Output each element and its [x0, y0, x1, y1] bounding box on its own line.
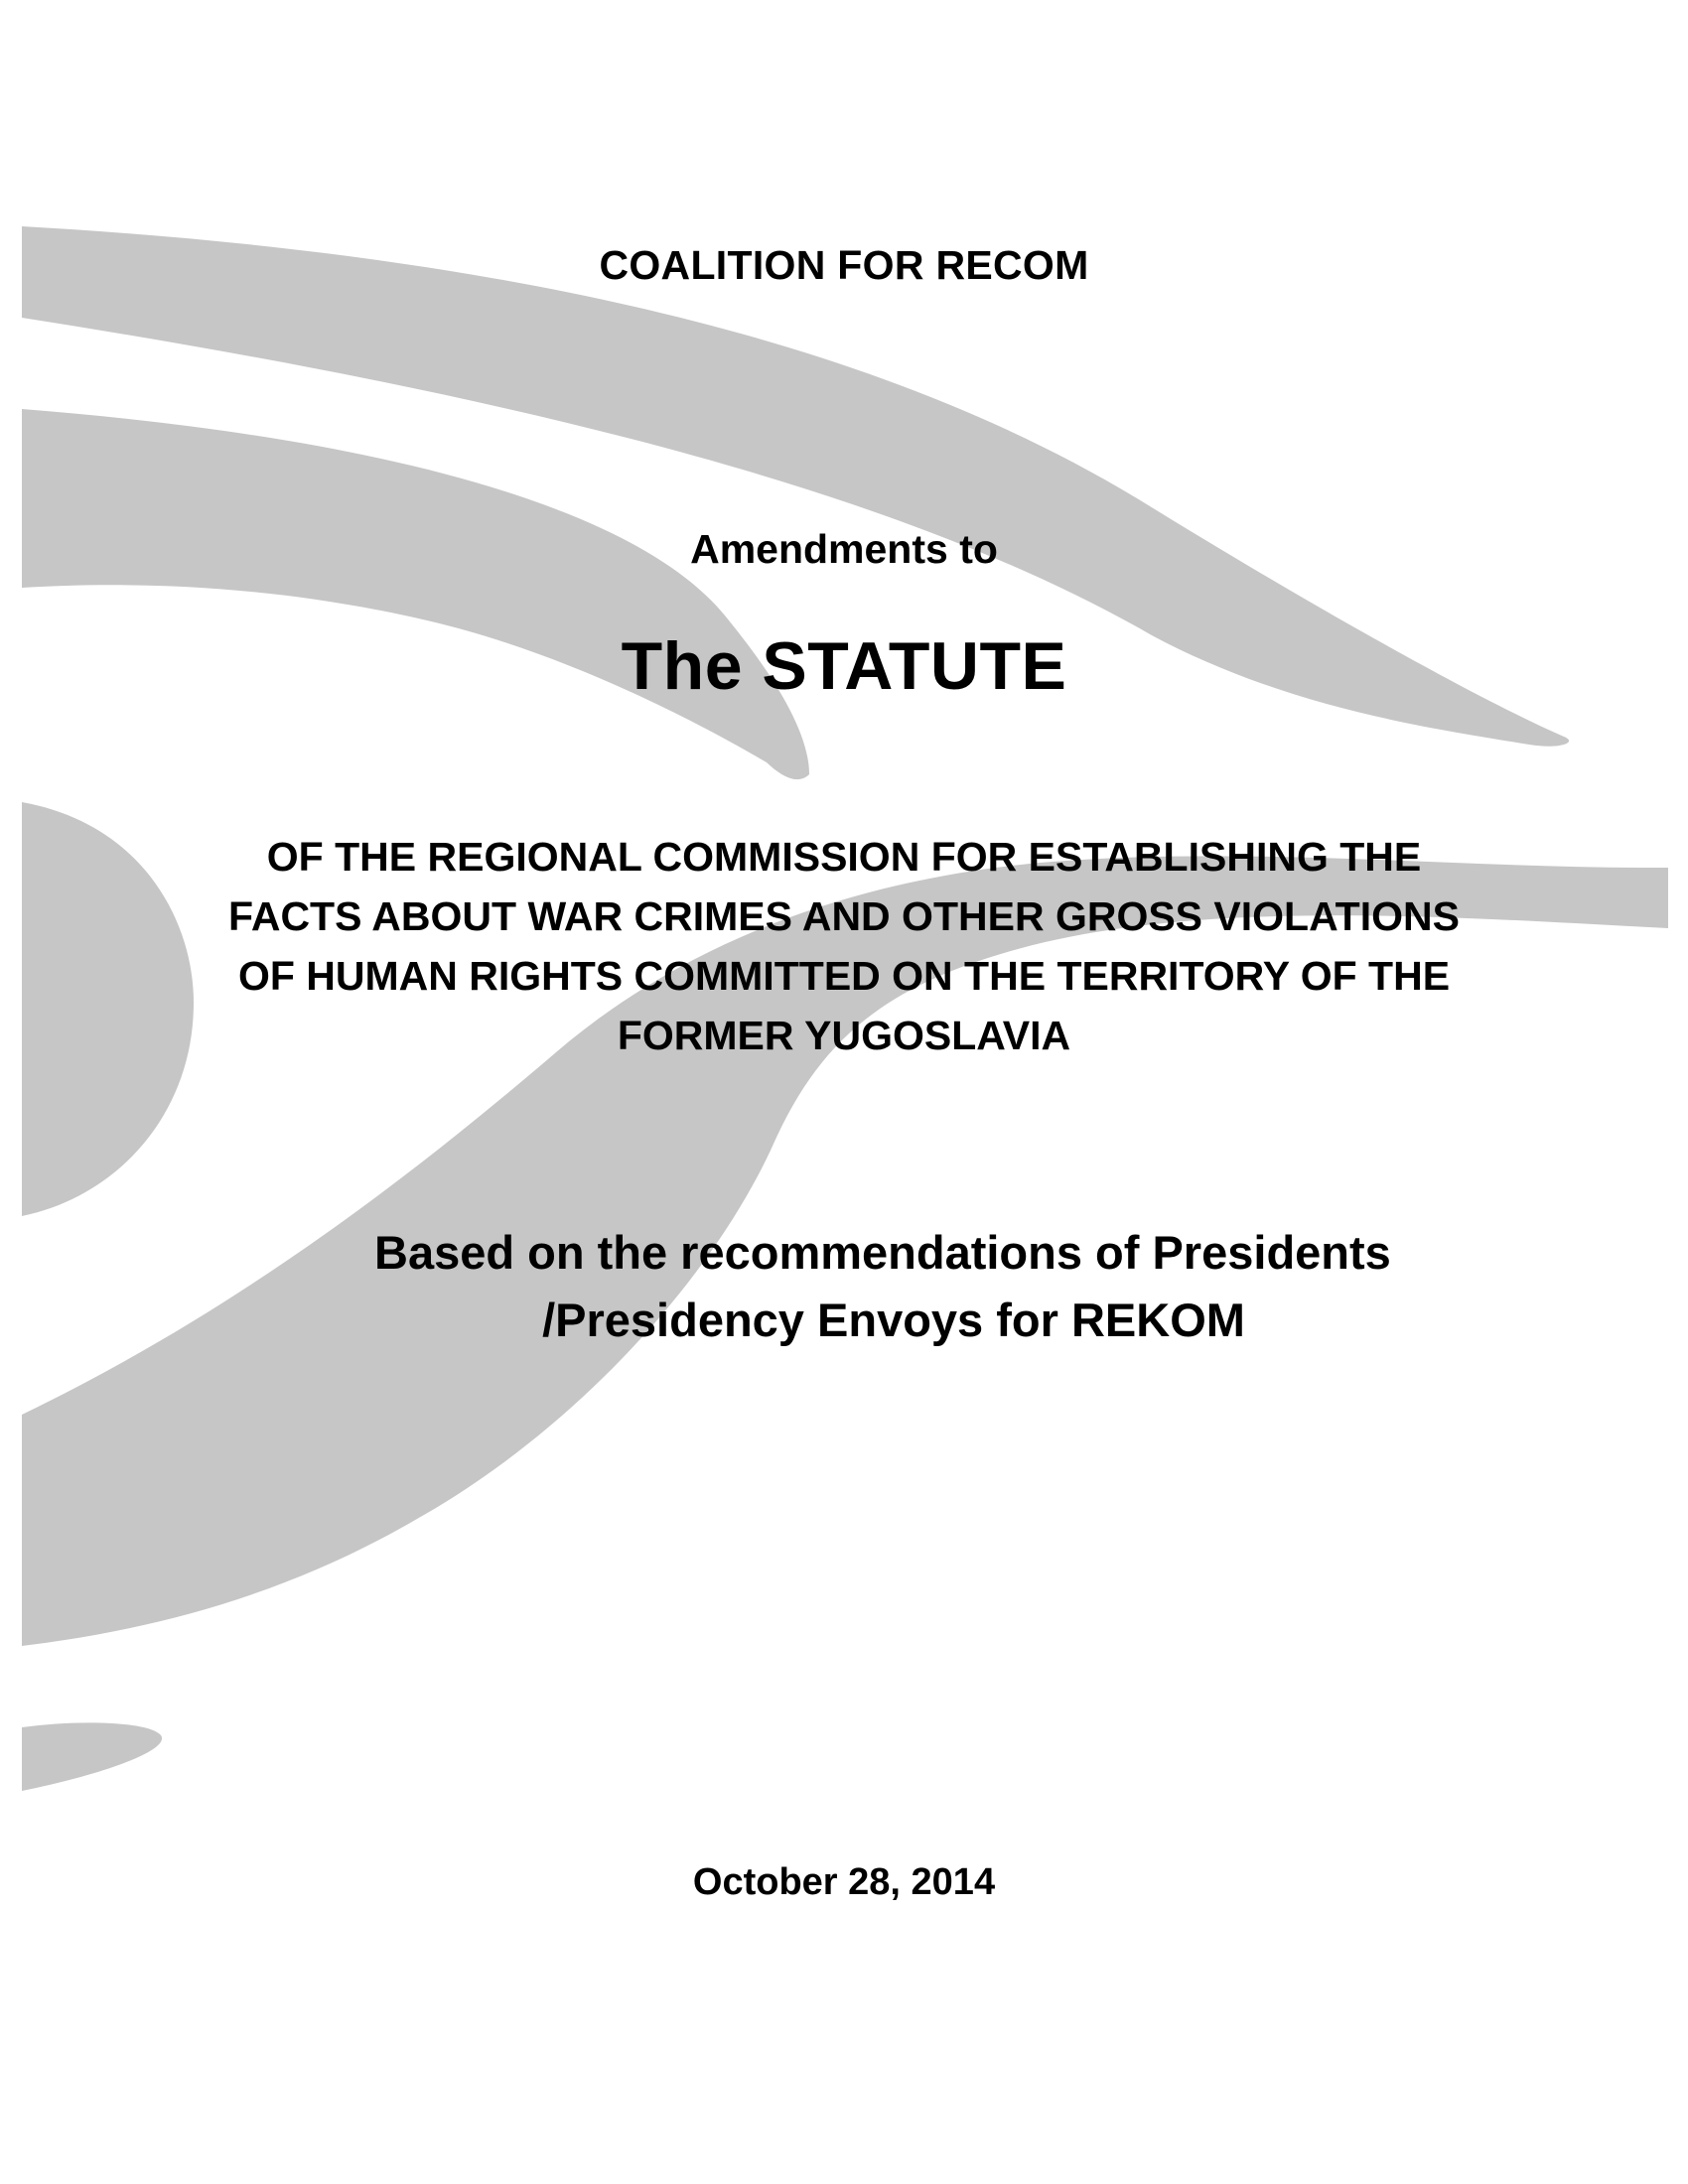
- left-half-disc: [22, 802, 194, 1216]
- document-title: The STATUTE: [621, 628, 1067, 704]
- basis-line-1: Based on the recommendations of Presidents: [374, 1226, 1391, 1279]
- amendments-label: Amendments to: [690, 526, 998, 572]
- document-date: October 28, 2014: [692, 1861, 996, 1903]
- document-subtitle: OF THE REGIONAL COMMISSION FOR ESTABLISHING THE FACTS ABOUT WAR CRIMES AND OTHER GROSS VIOLATIONS OF HUMAN RIGHTS COMMITTED ON THE TERRITORY OF THE FORMER YUGOSLAVIA: [228, 834, 1460, 1058]
- organization-name: COALITION FOR RECOM: [599, 242, 1089, 288]
- small-bottom-lens: [22, 1722, 162, 1791]
- basis-line-2: /Presidency Envoys for REKOM: [542, 1294, 1245, 1346]
- middle-swoosh-band: [22, 409, 809, 779]
- recommendation-basis: [348, 1219, 1440, 1354]
